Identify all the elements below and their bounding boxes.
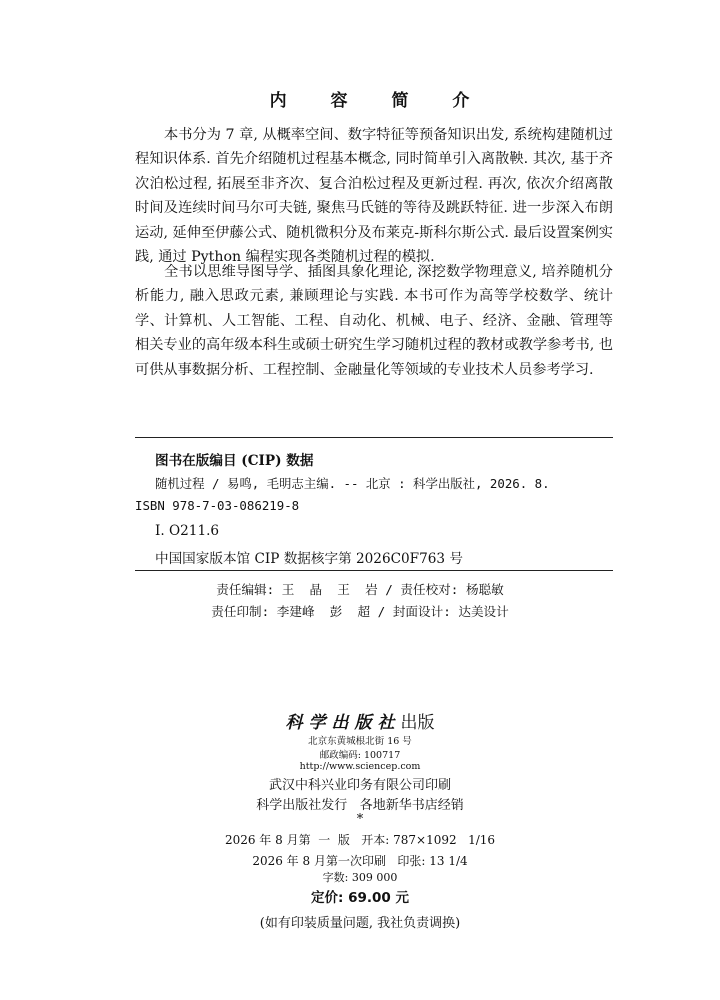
printer-line: 武汉中科兴业印务有限公司印刷 — [268, 778, 451, 793]
publisher-name — [0, 708, 720, 733]
cip-bottom-rule — [135, 570, 613, 571]
cip-top-rule — [135, 437, 613, 438]
quality-notice: (如有印装质量问题, 我社负责调换) — [259, 916, 461, 931]
separator-asterisk: * — [356, 812, 364, 827]
publisher-website: http://www.sciencep.com — [299, 761, 421, 772]
publisher-logo: 科学出版社 — [285, 713, 401, 733]
edition-line: 2026 年 8 月第 一 版 开本: 787×1092 1/16 — [224, 833, 496, 847]
distribution-line: 科学出版社发行 各地新华书店经销 — [256, 798, 464, 813]
intro-paragraph-2 — [135, 260, 613, 382]
cip-line-2: ISBN 978-7-03-086219-8 — [135, 498, 300, 513]
cip-line-3: Ⅰ. O211.6 — [155, 523, 220, 539]
intro-paragraph-2-text: 全书以思维导图导学、插图具象化理论, 深挖数学物理意义, 培养随机分析能力, 融入思政元素, 兼顾理论与实践. 本书可作为高等学校数学、统计学、计算机、人工智能、工程、自动化、机械、电子、经济、金融、管理等相关专业的高年级本科生或硕士研究生学习随机过程的教材或教学参考书, 也可供从事数据分析、工程控制、金融量化等领域的专业技术人员参考学习. — [135, 264, 613, 378]
printing-line: 2026 年 8 月第一次印刷 印张: 13 1/4 — [252, 854, 468, 868]
cip-line-1: 随机过程 / 易鸣, 毛明志主编. -- 北京 : 科学出版社, 2026. 8. — [155, 476, 550, 491]
intro-title: 内 容 简 介 — [269, 91, 489, 111]
intro-paragraph-1-text: 本书分为 7 章, 从概率空间、数字特征等预备知识出发, 系统构建随机过程知识体系. 首先介绍随机过程基本概念, 同时简单引入离散鞅. 其次, 基于齐次泊松过程, 拓展至非齐次、复合泊松过程及更新过程. 再次, 依次介绍离散时间及连续时间马尔可夫链, 聚焦马氏链的等待及跳跃特征. 进一步深入布朗运动, 延伸至伊藤公式、随机微积分及布莱克-斯科尔斯公式. 最后设置案例实践, 通过 Python 编程实现各类随机过程的模拟. — [135, 127, 613, 266]
credits-line-1: 责任编辑: 王 晶 王 岩 / 责任校对: 杨聪敏 — [216, 582, 504, 597]
publisher-address: 北京东黄城根北街 16 号 — [308, 736, 412, 747]
intro-paragraph-1 — [135, 123, 613, 269]
cip-line-4: 中国国家版本馆 CIP 数据核字第 2026C0F763 号 — [155, 551, 463, 567]
price: 定价: 69.00 元 — [310, 890, 409, 906]
publisher-postcode: 邮政编码: 100717 — [319, 750, 401, 761]
credits-line-2: 责任印制: 李建峰 彭 超 / 封面设计: 达美设计 — [211, 604, 509, 619]
cip-heading: 图书在版编目 (CIP) 数据 — [155, 453, 314, 469]
word-count: 字数: 309 000 — [322, 871, 398, 884]
publisher-suffix: 出版 — [400, 713, 435, 733]
